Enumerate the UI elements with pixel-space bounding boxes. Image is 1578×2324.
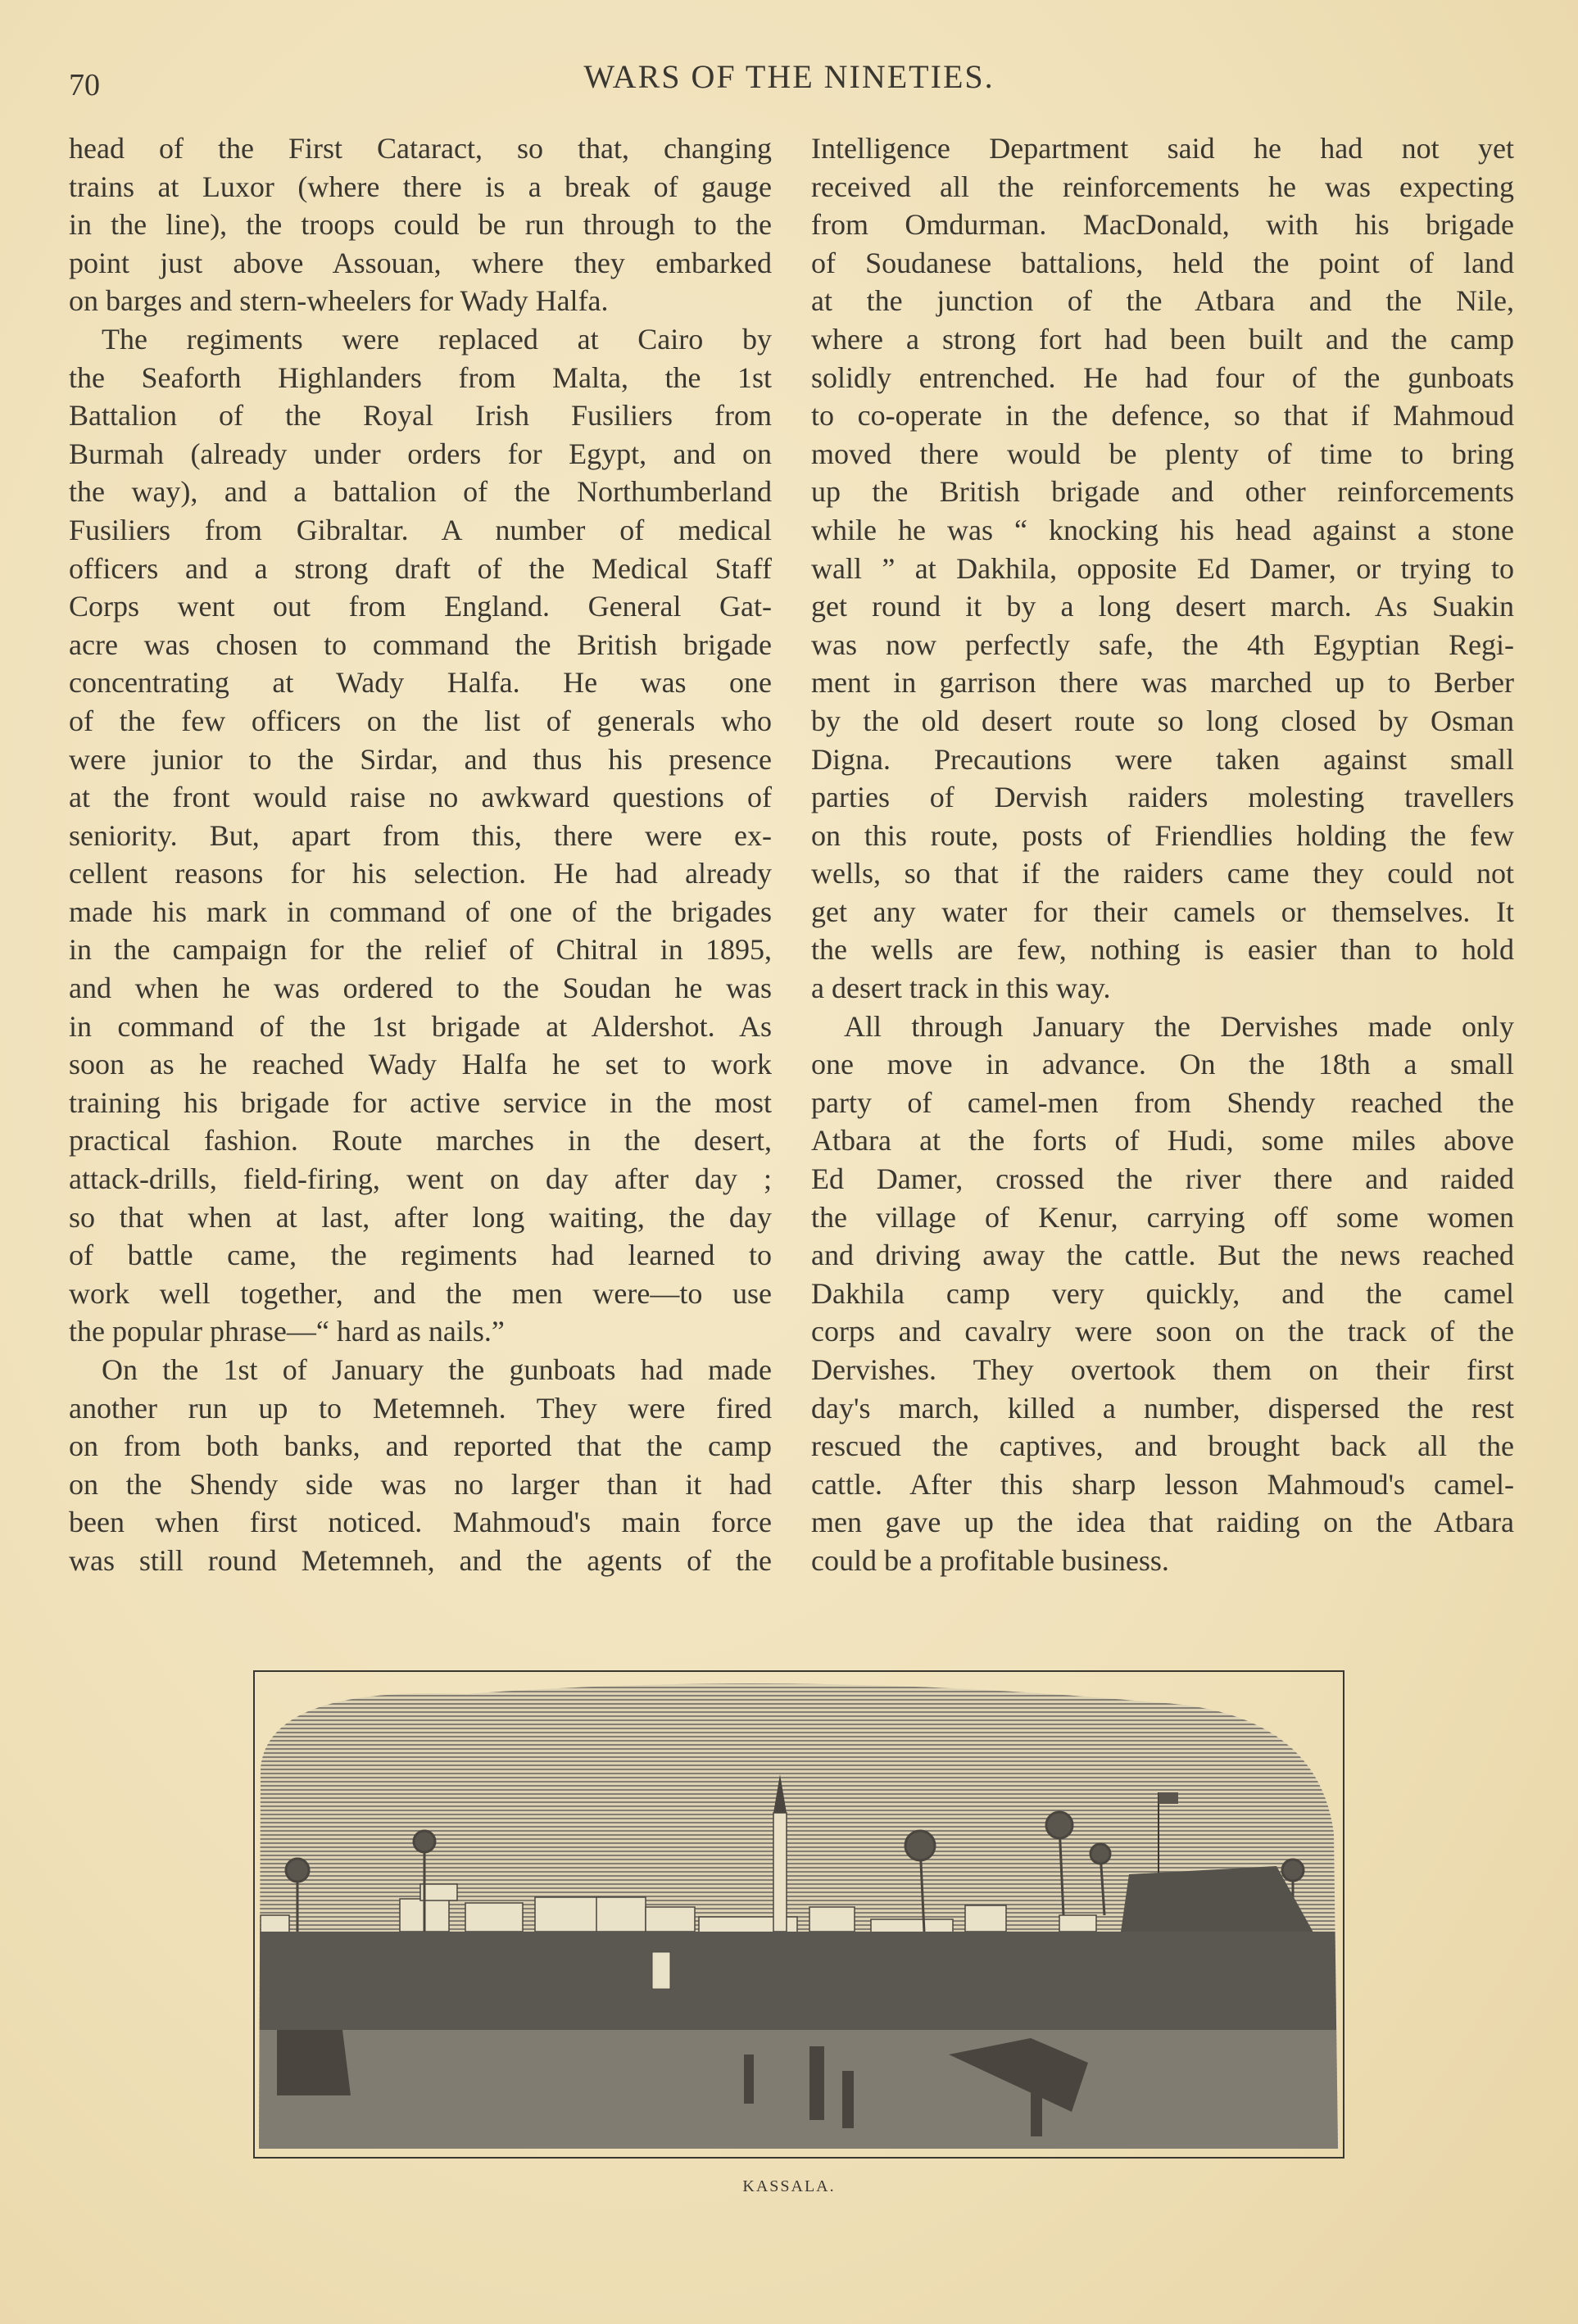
text-line: on from both banks, and reported that the camp <box>69 1429 772 1463</box>
text-line: point just above Assouan, where they embarked <box>69 246 772 279</box>
text-line: was still round Metemneh, and the agents of the <box>69 1543 772 1577</box>
text-line: Dakhila camp very quickly, and the camel <box>811 1276 1514 1310</box>
text-line: in command of the 1st brigade at Aldershot. As <box>69 1009 772 1043</box>
text-line: to co-operate in the defence, so that if Mahmoud <box>811 399 1514 433</box>
text-line: made his mark in command of one of the brigades <box>69 895 772 928</box>
text-line: ment in garrison there was marched up to Berber <box>811 666 1514 700</box>
figure-caption: KASSALA. <box>742 2177 836 2195</box>
text-line: wall ” at Dakhila, opposite Ed Damer, or trying to <box>811 551 1514 585</box>
foreground-ground <box>252 2030 1345 2159</box>
text-line: another run up to Metemneh. They were fired <box>69 1391 772 1425</box>
text-line: and driving away the cattle. But the news reached <box>811 1239 1514 1272</box>
text-line: corps and cavalry were soon on the track of the <box>811 1315 1514 1348</box>
text-line: wells, so that if the raiders came they could not <box>811 857 1514 890</box>
text-line: was now perfectly safe, the 4th Egyptian Regi- <box>811 627 1514 661</box>
text-line: of battle came, the regiments had learned to <box>69 1239 772 1272</box>
text-line: moved there would be plenty of time to bring <box>811 437 1514 470</box>
text-line: Dervishes. They overtook them on their first <box>811 1353 1514 1386</box>
text-line: parties of Dervish raiders molesting travellers <box>811 781 1514 814</box>
text-line: All through January the Dervishes made only <box>844 1009 1514 1043</box>
text-line: The regiments were replaced at Cairo by <box>102 322 772 356</box>
text-line: officers and a strong draft of the Medical Staff <box>69 551 772 585</box>
text-line: Burmah (already under orders for Egypt, and on <box>69 437 772 470</box>
text-line: trains at Luxor (where there is a break of gauge <box>69 170 772 203</box>
text-line: attack-drills, field-firing, went on day after day ; <box>69 1162 772 1196</box>
text-line: by the old desert route so long closed by Osman <box>811 704 1514 737</box>
text-line: solidly entrenched. He had four of the gunboats <box>811 360 1514 394</box>
tree-line <box>252 1932 1345 2030</box>
text-line: training his brigade for active service in the most <box>69 1085 772 1119</box>
text-line: on barges and stern-wheelers for Wady Halfa. <box>69 284 609 318</box>
text-line: Intelligence Department said he had not yet <box>811 132 1514 165</box>
text-line: of Soudanese battalions, held the point of land <box>811 246 1514 279</box>
text-line: party of camel-men from Shendy reached the <box>811 1085 1514 1119</box>
kassala-illustration <box>252 1669 1345 2159</box>
text-line: so that when at last, after long waiting, the day <box>69 1200 772 1234</box>
text-line: Atbara at the forts of Hudi, some miles above <box>811 1124 1514 1157</box>
running-title: WARS OF THE NINETIES. <box>583 58 995 95</box>
text-line: Corps went out from England. General Gat- <box>69 590 772 623</box>
text-line: cellent reasons for his selection. He had already <box>69 857 772 890</box>
text-line: day's march, killed a number, dispersed the rest <box>811 1391 1514 1425</box>
text-line: a desert track in this way. <box>811 972 1111 1005</box>
text-line: received all the reinforcements he was expecting <box>811 170 1514 203</box>
text-line: practical fashion. Route marches in the desert, <box>69 1124 772 1157</box>
text-line: work well together, and the men were—to use <box>69 1276 772 1310</box>
paragraph <box>69 129 772 320</box>
text-line: Fusiliers from Gibraltar. A number of medical <box>69 513 772 546</box>
text-line: could be a profitable business. <box>811 1543 1169 1577</box>
text-line: on the Shendy side was no larger than it had <box>69 1467 772 1501</box>
text-line: rescued the captives, and brought back all the <box>811 1429 1514 1463</box>
text-line: seniority. But, apart from this, there were ex- <box>69 818 772 852</box>
text-line: soon as he reached Wady Halfa he set to work <box>69 1048 772 1081</box>
text-line: up the British brigade and other reinforcements <box>811 475 1514 509</box>
text-line: on this route, posts of Friendlies holding the few <box>811 818 1514 852</box>
text-line: head of the First Cataract, so that, changing <box>69 132 772 165</box>
text-line: get round it by a long desert march. As Suakin <box>811 590 1514 623</box>
text-line: one move in advance. On the 18th a small <box>811 1048 1514 1081</box>
text-line: Battalion of the Royal Irish Fusiliers from <box>69 399 772 433</box>
paragraph <box>811 1008 1514 1580</box>
text-line: the Seaforth Highlanders from Malta, the 1st <box>69 360 772 394</box>
text-line: and when he was ordered to the Soudan he was <box>69 972 772 1005</box>
text-line: Ed Damer, crossed the river there and raided <box>811 1162 1514 1196</box>
text-line: been when first noticed. Mahmoud's main force <box>69 1506 772 1539</box>
text-line: the popular phrase—“ hard as nails.” <box>69 1315 505 1348</box>
text-column-right <box>811 129 1514 1580</box>
page-number: 70 <box>69 68 100 102</box>
text-line: cattle. After this sharp lesson Mahmoud's camel- <box>811 1467 1514 1501</box>
text-line: of the few officers on the list of generals who <box>69 704 772 737</box>
text-line: from Omdurman. MacDonald, with his brigade <box>811 208 1514 242</box>
paragraph <box>69 320 772 1351</box>
text-line: in the campaign for the relief of Chitral in 1895, <box>69 933 772 967</box>
text-line: concentrating at Wady Halfa. He was one <box>69 666 772 700</box>
text-line: acre was chosen to command the British brigade <box>69 627 772 661</box>
text-column-left <box>69 129 772 1580</box>
paragraph <box>811 129 1514 1008</box>
text-line: at the junction of the Atbara and the Nile, <box>811 284 1514 318</box>
text-line: in the line), the troops could be run through to the <box>69 208 772 242</box>
text-line: the wells are few, nothing is easier than to hold <box>811 933 1514 967</box>
text-line: at the front would raise no awkward questions of <box>69 781 772 814</box>
text-line: the way), and a battalion of the Northumberland <box>69 475 772 509</box>
text-line: while he was “ knocking his head against a stone <box>811 513 1514 546</box>
text-line: the village of Kenur, carrying off some women <box>811 1200 1514 1234</box>
text-line: where a strong fort had been built and the camp <box>811 322 1514 356</box>
text-line: Digna. Precautions were taken against small <box>811 742 1514 776</box>
text-line: On the 1st of January the gunboats had made <box>102 1353 772 1386</box>
text-line: men gave up the idea that raiding on the Atbara <box>811 1506 1514 1539</box>
text-line: get any water for their camels or themselves. It <box>811 895 1514 928</box>
text-line: were junior to the Sirdar, and thus his presence <box>69 742 772 776</box>
paragraph <box>69 1351 772 1580</box>
